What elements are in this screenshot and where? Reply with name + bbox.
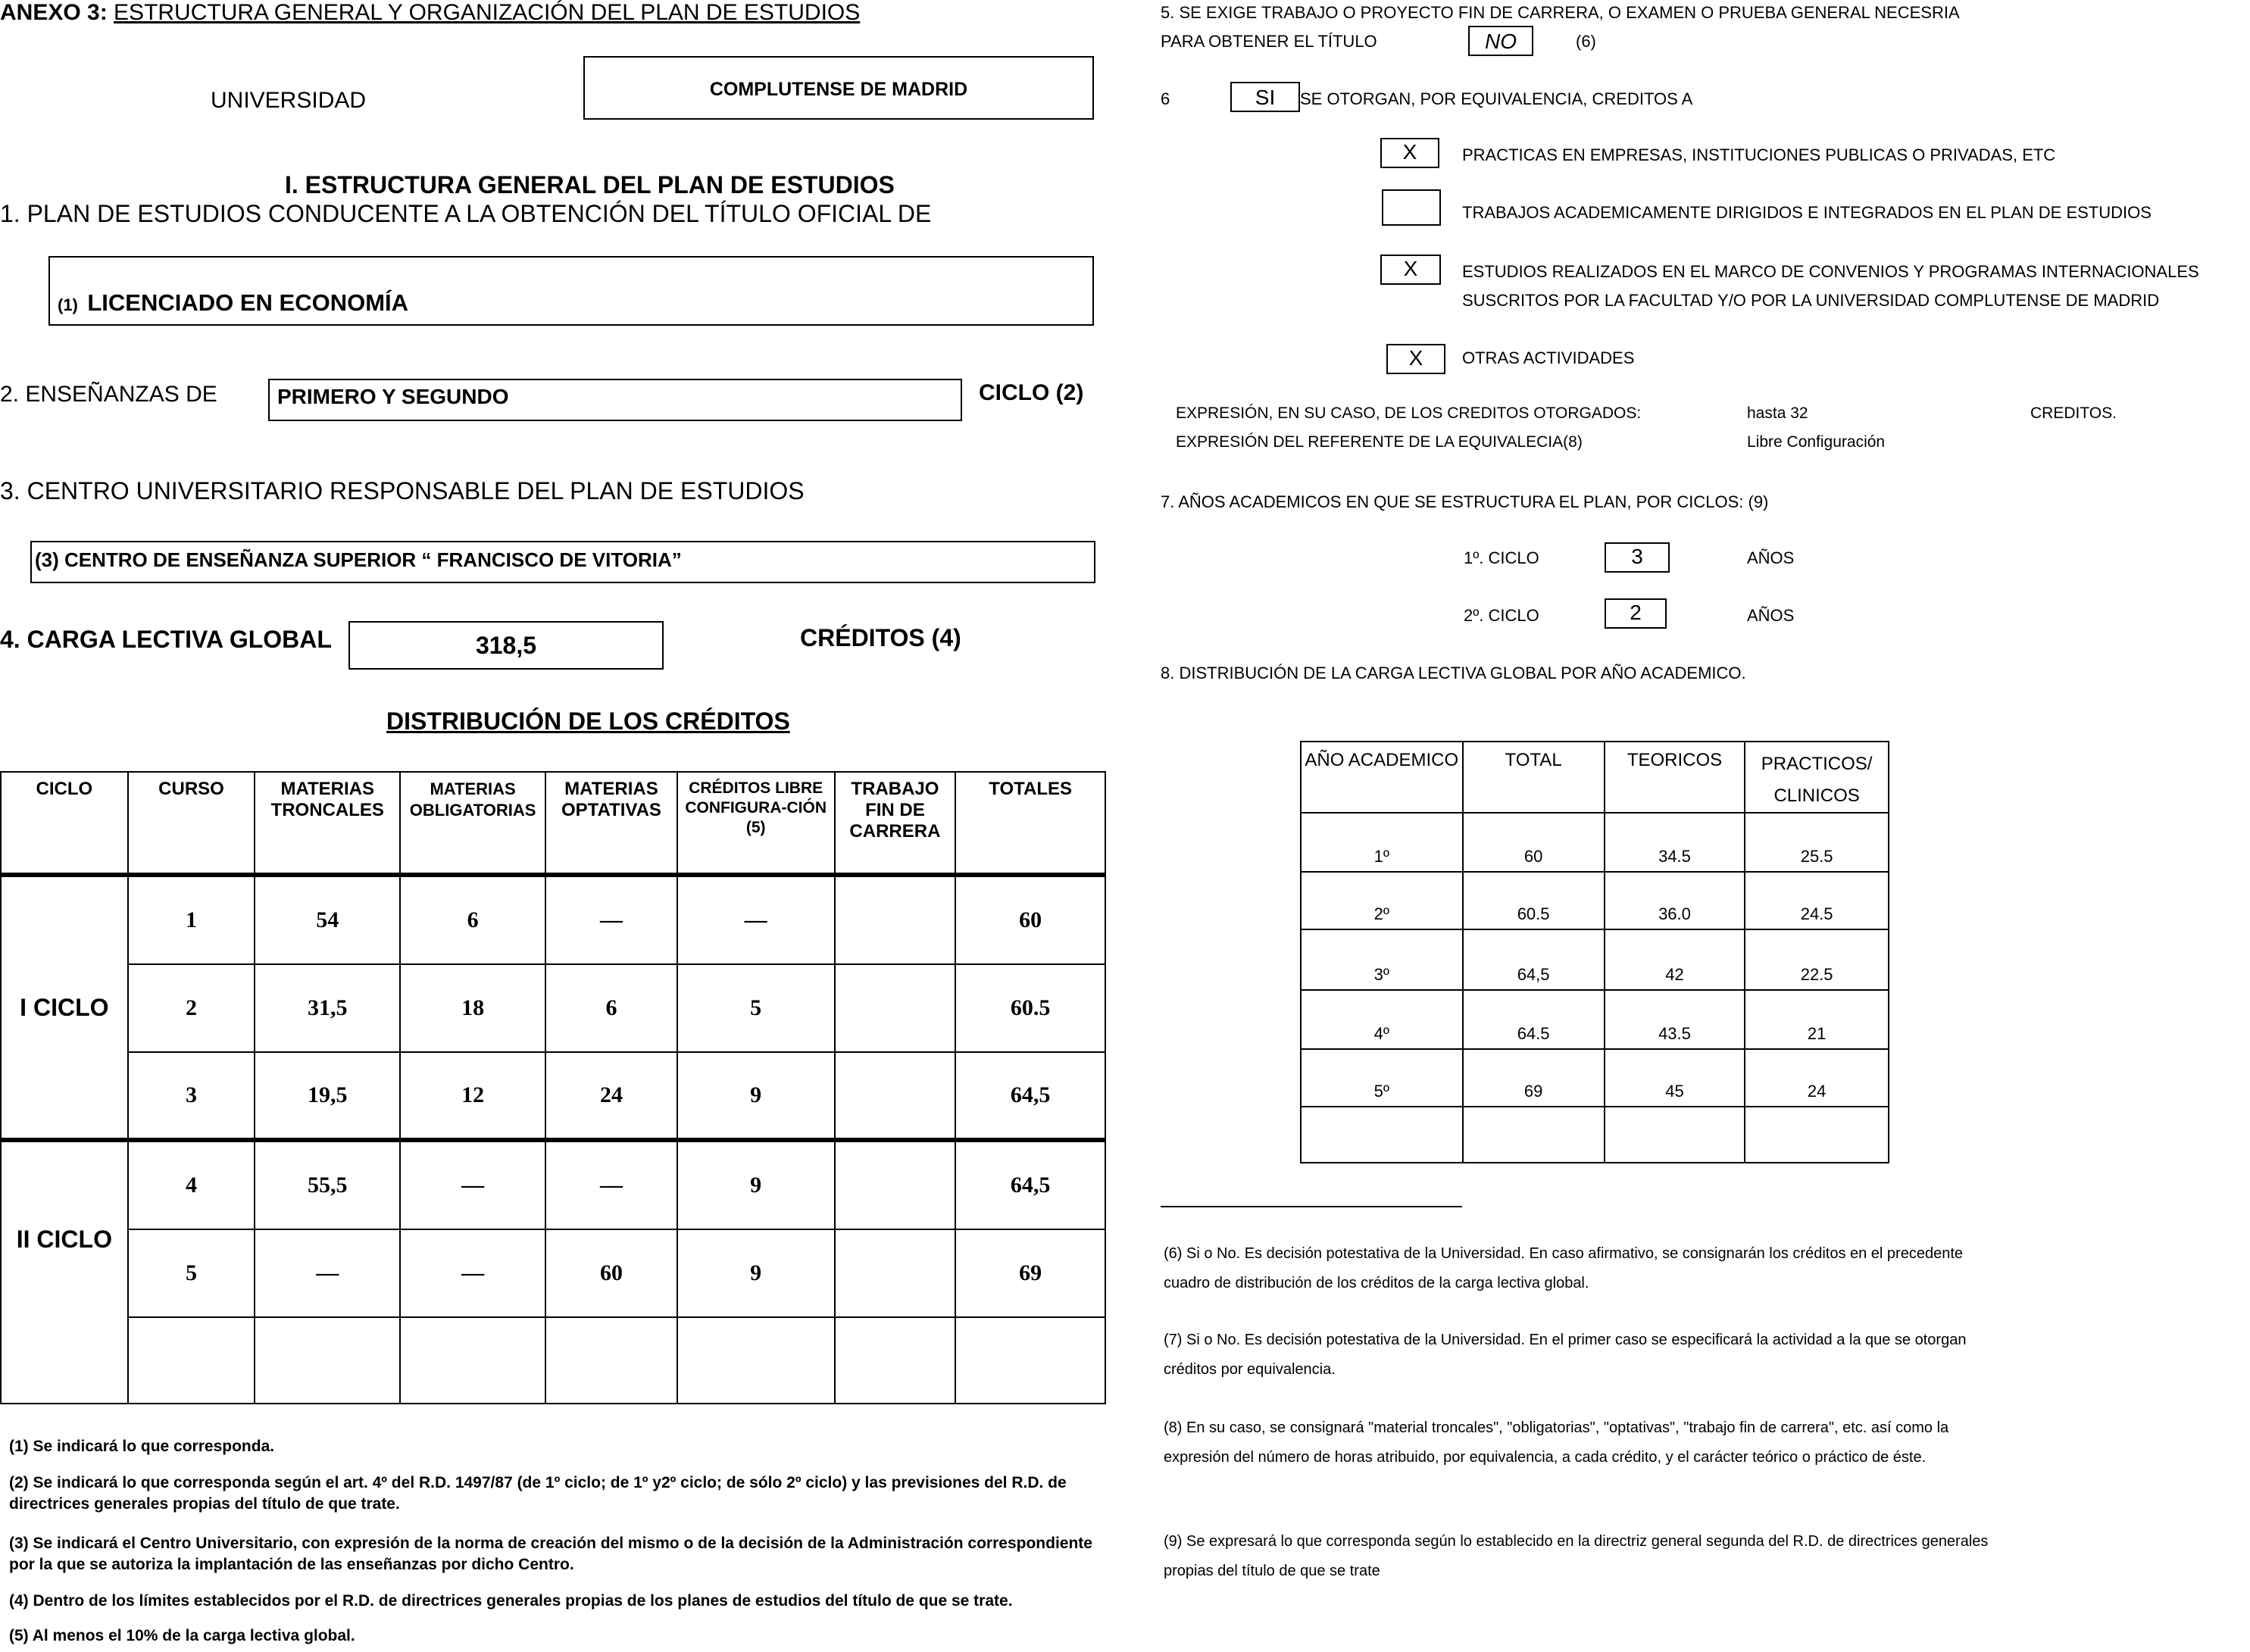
cell-trabajo: [835, 1140, 956, 1229]
item1-label: 1. PLAN DE ESTUDIOS CONDUCENTE A LA OBTENCIÓN DEL TÍTULO OFICIAL DE: [0, 200, 932, 227]
credits-table: [0, 771, 1106, 1404]
item4-label: 4. CARGA LECTIVA GLOBAL: [0, 626, 332, 653]
header-totales: TOTALES: [955, 772, 1105, 875]
expr-unit: CREDITOS.: [2030, 404, 2117, 422]
item3-label: 3. CENTRO UNIVERSITARIO RESPONSABLE DEL PLAN DE ESTUDIOS: [0, 477, 805, 504]
annex-label: ANEXO 3:: [0, 0, 108, 25]
cell-optativas: —: [545, 1140, 677, 1229]
section7-label: 7. AÑOS ACADEMICOS EN QUE SE ESTRUCTURA EL PLAN, POR CICLOS: (9): [1161, 492, 1769, 511]
section8-label: 8. DISTRIBUCIÓN DE LA CARGA LECTIVA GLOBAL POR AÑO ACADEMICO.: [1161, 664, 1746, 682]
cell-curso: 4: [128, 1140, 255, 1229]
header-obligatorias: MATERIAS OBLIGATORIAS: [400, 772, 545, 875]
table-row-empty: [1, 1317, 1105, 1404]
cell-obligatorias: 12: [400, 1052, 545, 1140]
cell-libre: —: [677, 875, 835, 964]
checkbox-trabajos: [1382, 189, 1441, 226]
footnote-3: (3) Se indicará el Centro Universitario, con expresión de la norma de creación del mismo o de la decisión de la Administración correspondiente por la que se autoriza la implantación de las enseñanzas por dicho Centro.: [9, 1535, 1092, 1573]
cell-libre: 9: [677, 1052, 835, 1140]
section6-number: 6: [1161, 89, 1170, 108]
cycle1-years-value: 3: [1605, 542, 1670, 573]
section5-line2: PARA OBTENER EL TÍTULO: [1161, 32, 1377, 51]
cell-total: 60.5: [1463, 872, 1605, 929]
cell-troncales: 55,5: [255, 1140, 400, 1229]
ref-label: EXPRESIÓN DEL REFERENTE DE LA EQUIVALECIA(8): [1176, 433, 1583, 451]
cell-curso: 1: [128, 875, 255, 964]
years-header-row: [1301, 742, 1889, 813]
footnote-2: (2) Se indicará lo que corresponda según el art. 4º del R.D. 1497/87 (de 1º ciclo; de 1º y2º ciclo; de sólo 2º ciclo) y las previsiones del R.D. de directrices generales propias del título de que trate.: [9, 1474, 1067, 1513]
cell-trabajo: [835, 875, 956, 964]
cell-obligatorias: 6: [400, 875, 545, 964]
table-row-empty: [1301, 1107, 1889, 1163]
cycle1-years-unit: AÑOS: [1747, 548, 1795, 567]
header-optativas: MATERIAS OPTATIVAS: [545, 772, 677, 875]
cycle2-label: II CICLO: [1, 1140, 128, 1404]
checkbox-convenios: X: [1380, 255, 1441, 285]
footnote-divider: [1161, 1206, 1462, 1207]
center-value: (3) CENTRO DE ENSEÑANZA SUPERIOR “ FRANCISCO DE VITORIA”: [35, 548, 682, 571]
cycles-suffix: CICLO (2): [979, 380, 1084, 405]
cell-practicos: 22.5: [1745, 929, 1889, 990]
cell-teoricos: 42: [1605, 929, 1745, 990]
degree-title-note: (1): [58, 295, 78, 314]
cycle2-years-label: 2º. CICLO: [1464, 606, 1539, 625]
header-trabajo: TRABAJO FIN DE CARRERA: [835, 772, 956, 875]
cell-practicos: 25.5: [1745, 813, 1889, 872]
cell-libre: 9: [677, 1229, 835, 1317]
section5-line1: 5. SE EXIGE TRABAJO O PROYECTO FIN DE CARRERA, O EXAMEN O PRUEBA GENERAL NECESRIA: [1161, 3, 1960, 22]
years-table: [1300, 741, 1889, 1163]
option-practicas-label: PRACTICAS EN EMPRESAS, INSTITUCIONES PUBLICAS O PRIVADAS, ETC: [1462, 145, 2056, 164]
expr-label: EXPRESIÓN, EN SU CASO, DE LOS CREDITOS OTORGADOS:: [1176, 404, 1642, 422]
table-row: [1301, 929, 1889, 990]
table-row: [1, 1229, 1105, 1317]
cell-libre: 9: [677, 1140, 835, 1229]
option-convenios-label-2: SUSCRITOS POR LA FACULTAD Y/O POR LA UNIVERSIDAD COMPLUTENSE DE MADRID: [1462, 291, 2160, 310]
cycles-value: PRIMERO Y SEGUNDO: [277, 385, 509, 408]
center-box: [30, 541, 1095, 583]
section6-answer: SI: [1255, 86, 1276, 109]
item2-label: 2. ENSEÑANZAS DE: [0, 382, 217, 407]
university-box: [583, 56, 1094, 120]
cell-obligatorias: 18: [400, 964, 545, 1052]
cell-curso: 3: [128, 1052, 255, 1140]
cell-libre: 5: [677, 964, 835, 1052]
cell-year: 3º: [1301, 929, 1463, 990]
cell-curso: 5: [128, 1229, 255, 1317]
footnote-1: (1) Se indicará lo que corresponda.: [9, 1438, 275, 1455]
university-label: UNIVERSIDAD: [211, 88, 367, 113]
years-header-year: AÑO ACADEMICO: [1301, 742, 1463, 813]
years-header-teoricos: TEORICOS: [1605, 742, 1745, 813]
cell-teoricos: 45: [1605, 1049, 1745, 1107]
footnote-8: (8) En su caso, se consignará "material troncales", "obligatorias", "optativas", "trabajo fin de carrera", etc. así como la expresión del número de horas atribuido, por equivalencia, a cada crédito, y el carácter teórico o práctico de éste.: [1164, 1419, 1949, 1466]
cell-curso: 2: [128, 964, 255, 1052]
cell-total: 64,5: [1463, 929, 1605, 990]
credits-header-row: [1, 772, 1105, 875]
expr-value: hasta 32: [1747, 404, 1808, 422]
cycle2-years-unit: AÑOS: [1747, 606, 1795, 625]
years-header-practicos: [1745, 742, 1889, 813]
cell-total: 64.5: [1463, 990, 1605, 1049]
cell-teoricos: 34.5: [1605, 813, 1745, 872]
section-heading: I. ESTRUCTURA GENERAL DEL PLAN DE ESTUDIOS: [285, 171, 895, 198]
cycles-box: [268, 379, 962, 421]
cell-totales: 64,5: [955, 1140, 1105, 1229]
cell-practicos: 24: [1745, 1049, 1889, 1107]
table-row: [1, 875, 1105, 964]
cell-year: 2º: [1301, 872, 1463, 929]
checkbox-practicas: X: [1380, 138, 1439, 168]
section5-answer-box: [1468, 26, 1533, 56]
university-value: COMPLUTENSE DE MADRID: [709, 79, 968, 100]
degree-title-box: [48, 256, 1094, 326]
annex-heading: [0, 0, 860, 26]
header-libre: CRÉDITOS LIBRE CONFIGURA-CIÓN (5): [677, 772, 835, 875]
cell-optativas: 6: [545, 964, 677, 1052]
degree-title: LICENCIADO EN ECONOMÍA: [87, 289, 409, 316]
table-row: [1301, 872, 1889, 929]
cell-totales: 60.5: [955, 964, 1105, 1052]
table-row: [1301, 990, 1889, 1049]
cell-totales: 69: [955, 1229, 1105, 1317]
option-trabajos-label: TRABAJOS ACADEMICAMENTE DIRIGIDOS E INTEGRADOS EN EL PLAN DE ESTUDIOS: [1462, 203, 2152, 222]
years-header-practicos-2: CLINICOS: [1773, 785, 1860, 806]
footnote-7: (7) Si o No. Es decisión potestativa de la Universidad. En el primer caso se especificará la actividad a la que se otorgan créditos por equivalencia.: [1164, 1332, 1967, 1378]
load-suffix: CRÉDITOS (4): [800, 624, 961, 651]
cell-obligatorias: —: [400, 1140, 545, 1229]
table-row: [1, 964, 1105, 1052]
cell-obligatorias: —: [400, 1229, 545, 1317]
years-header-practicos-1: PRACTICOS/: [1761, 754, 1873, 774]
cell-trabajo: [835, 1052, 956, 1140]
cell-troncales: 54: [255, 875, 400, 964]
header-ciclo: CICLO: [1, 772, 128, 875]
cell-practicos: 24.5: [1745, 872, 1889, 929]
cycle2-years-value: 2: [1605, 598, 1667, 629]
section6-label: SE OTORGAN, POR EQUIVALENCIA, CREDITOS A: [1300, 89, 1693, 108]
section6-answer-box: [1230, 82, 1300, 112]
years-header-total: TOTAL: [1463, 742, 1605, 813]
footnote-5: (5) Al menos el 10% de la carga lectiva global.: [9, 1627, 355, 1644]
annex-title: ESTRUCTURA GENERAL Y ORGANIZACIÓN DEL PLAN DE ESTUDIOS: [114, 0, 861, 25]
header-curso: CURSO: [128, 772, 255, 875]
cell-teoricos: 36.0: [1605, 872, 1745, 929]
cell-year: 1º: [1301, 813, 1463, 872]
section5-answer: NO: [1485, 30, 1517, 53]
cell-troncales: 31,5: [255, 964, 400, 1052]
cell-practicos: 21: [1745, 990, 1889, 1049]
option-convenios-label: ESTUDIOS REALIZADOS EN EL MARCO DE CONVENIOS Y PROGRAMAS INTERNACIONALES: [1462, 262, 2199, 281]
checkbox-otras: X: [1386, 344, 1445, 374]
cell-trabajo: [835, 1229, 956, 1317]
table-row: [1, 1052, 1105, 1140]
cell-year: 4º: [1301, 990, 1463, 1049]
option-otras-label: OTRAS ACTIVIDADES: [1462, 348, 1635, 367]
cycle1-years-label: 1º. CICLO: [1464, 548, 1539, 567]
cell-troncales: —: [255, 1229, 400, 1317]
footnote-6: (6) Si o No. Es decisión potestativa de la Universidad. En caso afirmativo, se consignarán los créditos en el precedente cuadro de distribución de los créditos de la carga lectiva global.: [1164, 1245, 1963, 1291]
cycle1-label: I CICLO: [1, 875, 128, 1140]
footnote-9: (9) Se expresará lo que corresponda según lo establecido en la directriz general segunda del R.D. de directrices generales propias del título de que se trate: [1164, 1533, 1989, 1579]
cell-year: 5º: [1301, 1049, 1463, 1107]
cell-total: 69: [1463, 1049, 1605, 1107]
footnote-4: (4) Dentro de los límites establecidos por el R.D. de directrices generales propias de los planes de estudios del título de que se trate.: [9, 1592, 1013, 1610]
header-troncales: MATERIAS TRONCALES: [255, 772, 400, 875]
load-box: [348, 621, 664, 670]
section5-note: (6): [1576, 32, 1596, 51]
distribution-title: DISTRIBUCIÓN DE LOS CRÉDITOS: [386, 707, 790, 735]
load-value: 318,5: [475, 632, 537, 659]
cell-optativas: 60: [545, 1229, 677, 1317]
cell-teoricos: 43.5: [1605, 990, 1745, 1049]
cell-totales: 64,5: [955, 1052, 1105, 1140]
cell-optativas: 24: [545, 1052, 677, 1140]
table-row: [1, 1140, 1105, 1229]
cell-total: 60: [1463, 813, 1605, 872]
cell-trabajo: [835, 964, 956, 1052]
cell-totales: 60: [955, 875, 1105, 964]
cell-troncales: 19,5: [255, 1052, 400, 1140]
cell-optativas: —: [545, 875, 677, 964]
ref-value: Libre Configuración: [1747, 433, 1886, 451]
table-row: [1301, 1049, 1889, 1107]
table-row: [1301, 813, 1889, 872]
